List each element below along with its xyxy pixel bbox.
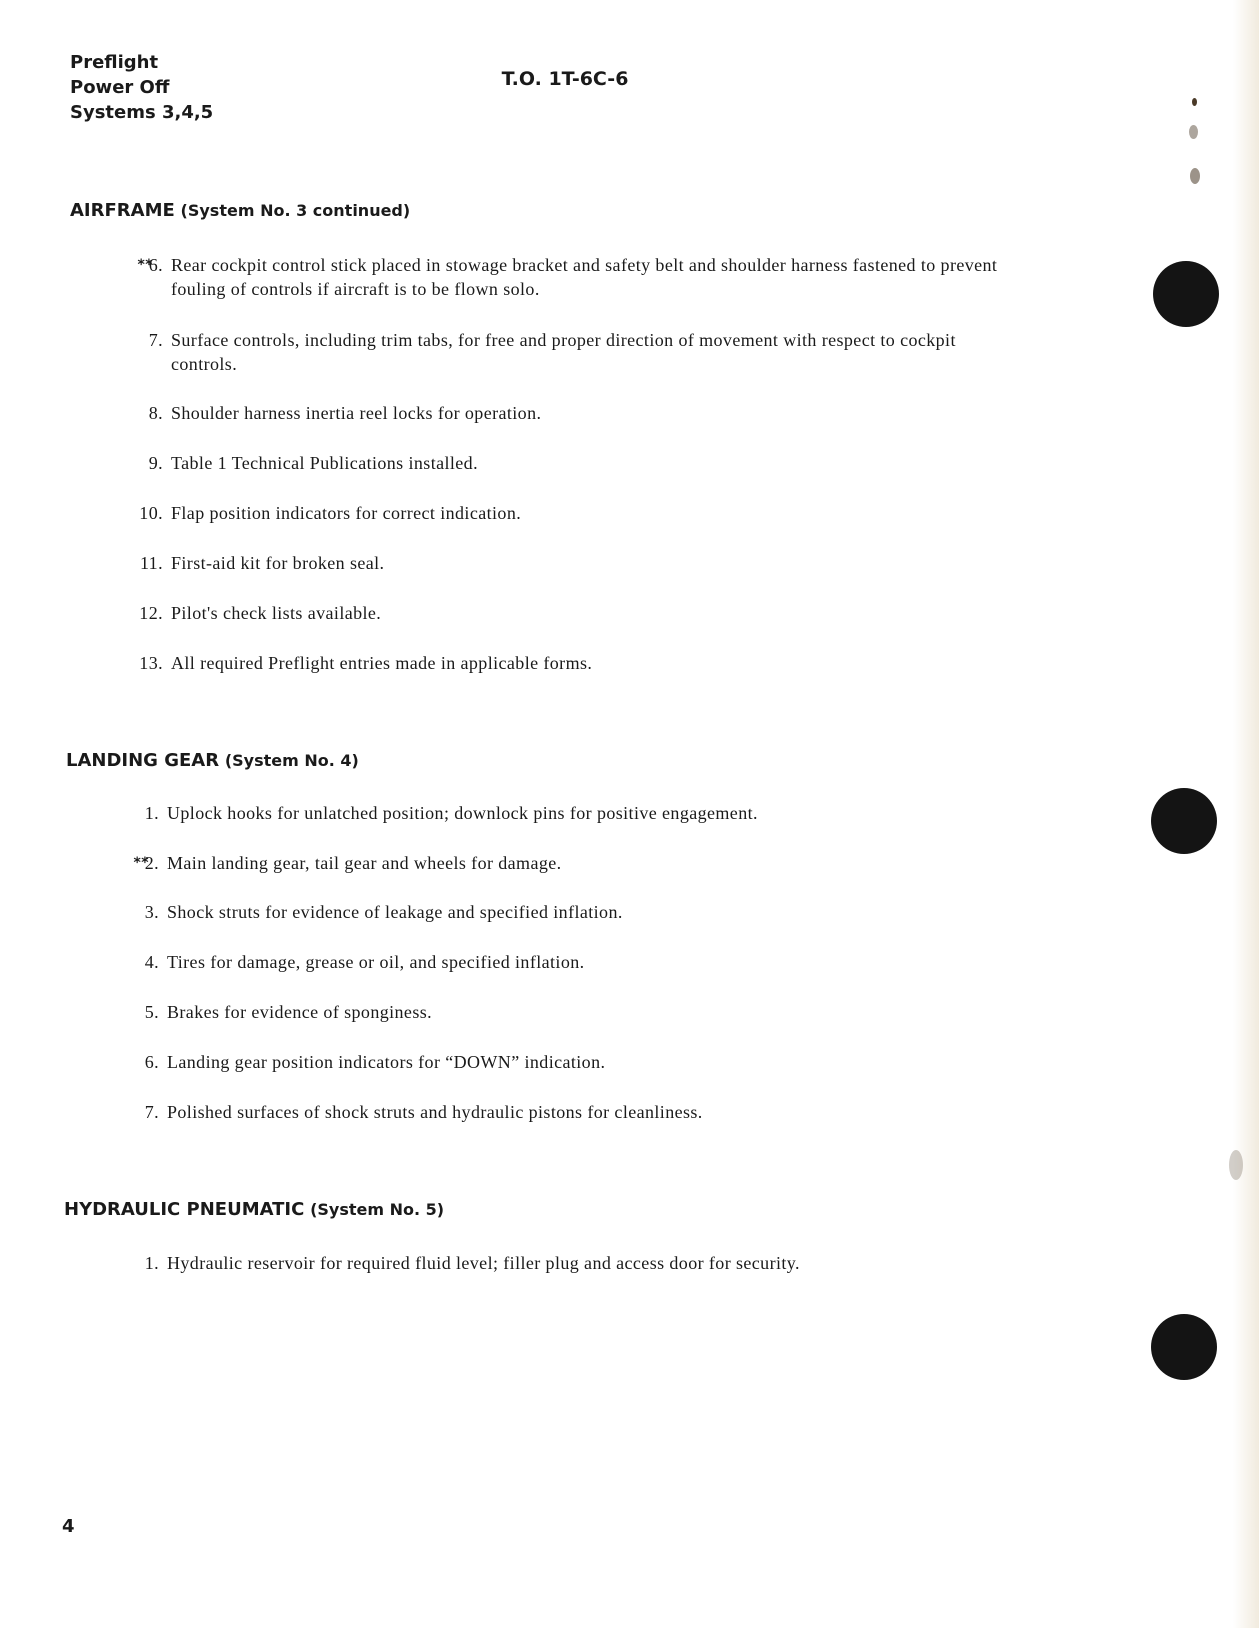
item-number: 11.	[139, 553, 163, 573]
item-text: Tires for damage, grease or oil, and specified inflation.	[167, 952, 585, 972]
item-text: First-aid kit for broken seal.	[171, 553, 385, 573]
item-text: Table 1 Technical Publications installed.	[171, 453, 478, 473]
item-number: 3.	[144, 902, 159, 922]
item-text: Shoulder harness inertia reel locks for operation.	[171, 403, 542, 423]
stain-speck	[1190, 168, 1200, 184]
stain-speck	[1189, 125, 1198, 139]
item-text: Main landing gear, tail gear and wheels for damage.	[167, 853, 562, 873]
list-item	[144, 950, 1067, 974]
section-subtitle: (System No. 3 continued)	[180, 201, 411, 220]
item-text: Surface controls, including trim tabs, for free and proper direction of movement with respect to cockpit controls.	[171, 330, 956, 374]
item-number: 6.	[148, 255, 163, 275]
list-item	[144, 1050, 1067, 1074]
item-text: Landing gear position indicators for “DOWN” indication.	[167, 1052, 606, 1072]
item-text: Flap position indicators for correct indication.	[171, 503, 522, 523]
list-item	[139, 501, 1071, 525]
section-heading-landing-gear	[66, 750, 359, 771]
item-text: Rear cockpit control stick placed in stowage bracket and safety belt and shoulder harness fastened to prevent fouling of controls if aircraft is to be flown solo.	[171, 255, 998, 299]
list-item	[144, 1100, 1067, 1124]
corner-label-line: Systems 3,4,5	[70, 102, 214, 123]
item-text: Brakes for evidence of sponginess.	[167, 1002, 433, 1022]
section-heading-airframe	[70, 200, 410, 221]
corner-label-line: Preflight	[70, 52, 159, 73]
item-marker: **	[137, 257, 153, 273]
list-item	[139, 601, 1071, 625]
punch-hole	[1153, 261, 1219, 327]
item-number: 10.	[139, 503, 163, 523]
section-title: LANDING GEAR	[66, 750, 220, 771]
item-text: Hydraulic reservoir for required fluid level; filler plug and access door for security.	[167, 1253, 800, 1273]
item-number: 2.	[144, 853, 159, 873]
list-item	[133, 851, 1067, 875]
stain-speck	[1192, 98, 1197, 106]
item-number: 7.	[144, 1102, 159, 1122]
item-number: 1.	[144, 803, 159, 823]
list-item	[144, 801, 1067, 825]
item-number: 9.	[148, 453, 163, 473]
stain-speck	[1229, 1150, 1243, 1180]
list-item	[148, 328, 1021, 376]
list-item	[137, 253, 1021, 301]
section-subtitle: (System No. 4)	[224, 751, 359, 770]
list-item	[144, 1000, 1067, 1024]
item-number: 12.	[139, 603, 163, 623]
list-item	[148, 451, 1071, 475]
item-number: 1.	[144, 1253, 159, 1273]
section-heading-hydraulic-pneumatic	[64, 1199, 444, 1220]
list-item	[148, 401, 1071, 425]
section-title: AIRFRAME	[70, 200, 175, 221]
item-marker: **	[133, 855, 149, 871]
item-text: Uplock hooks for unlatched position; downlock pins for positive engagement.	[167, 803, 758, 823]
section-subtitle: (System No. 5)	[310, 1200, 445, 1219]
item-number: 6.	[144, 1052, 159, 1072]
list-item	[139, 551, 1071, 575]
list-item	[139, 651, 1071, 675]
item-text: Pilot's check lists available.	[171, 603, 382, 623]
item-number: 4.	[144, 952, 159, 972]
list-item	[144, 1251, 1067, 1275]
section-title: HYDRAULIC PNEUMATIC	[64, 1199, 305, 1220]
item-number: 5.	[144, 1002, 159, 1022]
item-number: 13.	[139, 653, 163, 673]
page-edge-stain	[1233, 0, 1259, 1628]
page-number: 4	[62, 1516, 75, 1537]
corner-label-line: Power Off	[70, 77, 170, 98]
punch-hole	[1151, 788, 1217, 854]
item-number: 8.	[148, 403, 163, 423]
item-text: Polished surfaces of shock struts and hydraulic pistons for cleanliness.	[167, 1102, 703, 1122]
document-number: T.O. 1T-6C-6	[501, 68, 629, 90]
item-number: 7.	[148, 330, 163, 350]
item-text: All required Preflight entries made in applicable forms.	[171, 653, 593, 673]
list-item	[144, 900, 1067, 924]
item-text: Shock struts for evidence of leakage and specified inflation.	[167, 902, 623, 922]
punch-hole	[1151, 1314, 1217, 1380]
